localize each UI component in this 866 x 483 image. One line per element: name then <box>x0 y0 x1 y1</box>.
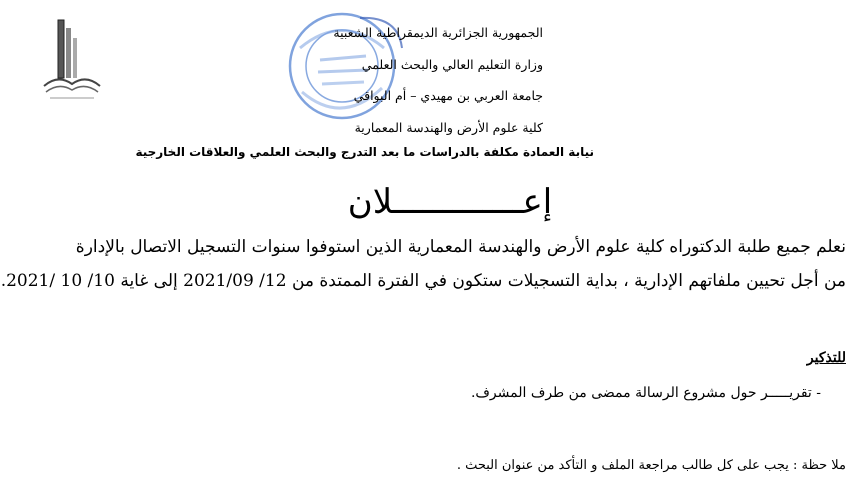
announcement-body-line-1: نعلم جميع طلبة الدكتوراه كلية علوم الأرض والهندسة المعمارية الذين استوفوا سنوات التسجيل الاتصال بالإدارة <box>75 237 846 257</box>
header-university: جامعة العربي بن مهيدي – أم البواقي <box>353 88 543 103</box>
reminder-heading: للتذكير <box>806 350 846 366</box>
header-ministry: وزارة التعليم العالي والبحث العلمي <box>361 57 543 72</box>
announcement-title: إعـــــــــــــلان <box>347 182 553 222</box>
note-text: ملا حظة : يجب على كل طالب مراجعة الملف و التأكد من عنوان البحث . <box>456 458 846 473</box>
header-faculty: كلية علوم الأرض والهندسة المعمارية <box>354 120 543 135</box>
university-logo <box>40 16 104 102</box>
announcement-body-line-2: من أجل تحيين ملفاتهم الإدارية ، بداية التسجيلات ستكون في الفترة الممتدة من 12/ 2021/09 إلى غاية 10/ 10 /2021. <box>0 271 846 291</box>
header-republic: الجمهورية الجزائرية الديمقراطية الشعبية <box>333 25 543 40</box>
deanery-heading: نيابة العمادة مكلفة بالدراسات ما بعد التدرج والبحث العلمي والعلاقات الخارجية <box>135 145 594 159</box>
reminder-item: - تقريـــــر حول مشروع الرسالة ممضى من طرف المشرف. <box>470 385 821 401</box>
